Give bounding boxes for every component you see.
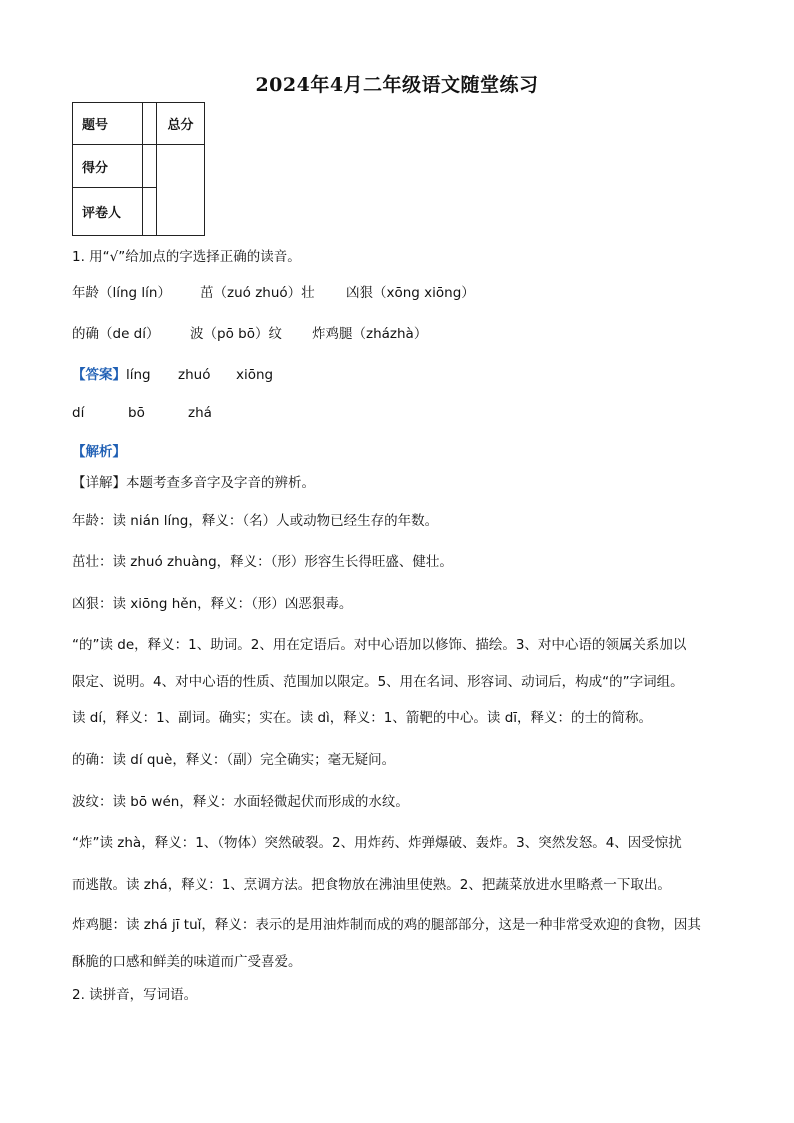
- score-table-row2-label: 得分: [73, 145, 143, 188]
- jitui-paragraph-line: 炸鸡腿：读 zhá jī tuǐ，释义：表示的是用油炸制而成的鸡的腿部部分，这是一种非常受欢迎的食物，因其: [72, 917, 701, 933]
- option-item: 炸鸡腿（zházhà）: [312, 326, 428, 342]
- detail-line: [72, 471, 315, 491]
- explanation-zhuozhuang: 茁壮：读 zhuó zhuàng，释义：（形）形容生长得旺盛、健壮。: [72, 554, 453, 570]
- jitui-paragraph-line: 酥脆的口感和鲜美的味道而广受喜爱。: [72, 954, 302, 970]
- score-table-total-label: 总分: [157, 103, 205, 145]
- answer-label: 【答案】: [72, 367, 126, 383]
- q1-answer-row2: [72, 405, 212, 421]
- answer-item: zhuó: [178, 367, 211, 383]
- de-paragraph-line: 限定、说明。4、对中心语的性质、范围加以限定。5、用在名词、形容词、动词后，构成“的”字词组。: [72, 674, 684, 690]
- q2-prompt: 2. 读拼音，写词语。: [72, 987, 198, 1003]
- q1-answer-row1: [72, 363, 273, 383]
- option-item: 凶狠（xōng xiōng）: [346, 285, 475, 301]
- score-table: [72, 102, 205, 236]
- detail-label: 【详解】: [72, 475, 126, 491]
- score-table-cell: [143, 103, 157, 145]
- explanation-dique: 的确：读 dí què，释义：（副）完全确实；毫无疑问。: [72, 752, 396, 768]
- explanation-xionghen: 凶狠：读 xiōng hěn，释义：（形）凶恶狠毒。: [72, 596, 353, 612]
- q1-options-row2: [72, 322, 427, 342]
- option-item: 波（pō bō）纹: [190, 326, 282, 342]
- score-table-row3-label: 评卷人: [73, 188, 143, 236]
- option-item: 年龄（líng lín）: [72, 285, 171, 301]
- score-table-row1-label: 题号: [73, 103, 143, 145]
- detail-text: 本题考查多音字及字音的辨析。: [126, 475, 315, 491]
- page-title: 2024年4月二年级语文随堂练习: [255, 74, 539, 96]
- zha-paragraph-line: “炸”读 zhà，释义：1、（物体）突然破裂。2、用炸药、炸弹爆破、轰炸。3、突然发怒。4、因受惊扰: [72, 835, 682, 851]
- option-item: 茁（zuó zhuó）壮: [200, 285, 315, 301]
- q1-options-row1: [72, 281, 475, 301]
- zha-paragraph-line: 而逃散。读 zhá，释义：1、烹调方法。把食物放在沸油里使熟。2、把蔬菜放进水里略煮一下取出。: [72, 877, 671, 893]
- analysis-label: 【解析】: [72, 444, 126, 460]
- q1-prompt: 1. 用“√”给加点的字选择正确的读音。: [72, 249, 301, 265]
- answer-item: zhá: [188, 405, 212, 421]
- explanation-bowen: 波纹：读 bō wén，释义：水面轻微起伏而形成的水纹。: [72, 794, 409, 810]
- de-paragraph-line: 读 dí，释义：1、副词。确实；实在。读 dì，释义：1、箭靶的中心。读 dī，释义：的士的简称。: [72, 710, 653, 726]
- score-table-cell: [143, 188, 157, 236]
- explanation-nianling: 年龄：读 nián líng，释义：（名）人或动物已经生存的年数。: [72, 513, 439, 529]
- answer-item: dí: [72, 405, 85, 421]
- answer-item: bō: [128, 405, 145, 421]
- answer-item: líng: [126, 367, 151, 383]
- option-item: 的确（de dí）: [72, 326, 160, 342]
- score-table-cell: [143, 145, 157, 188]
- answer-item: xiōng: [236, 367, 274, 383]
- de-paragraph-line: “的”读 de，释义：1、助词。2、用在定语后。对中心语加以修饰、描绘。3、对中心语的领属关系加以: [72, 637, 687, 653]
- score-table-total-cell: [157, 145, 205, 236]
